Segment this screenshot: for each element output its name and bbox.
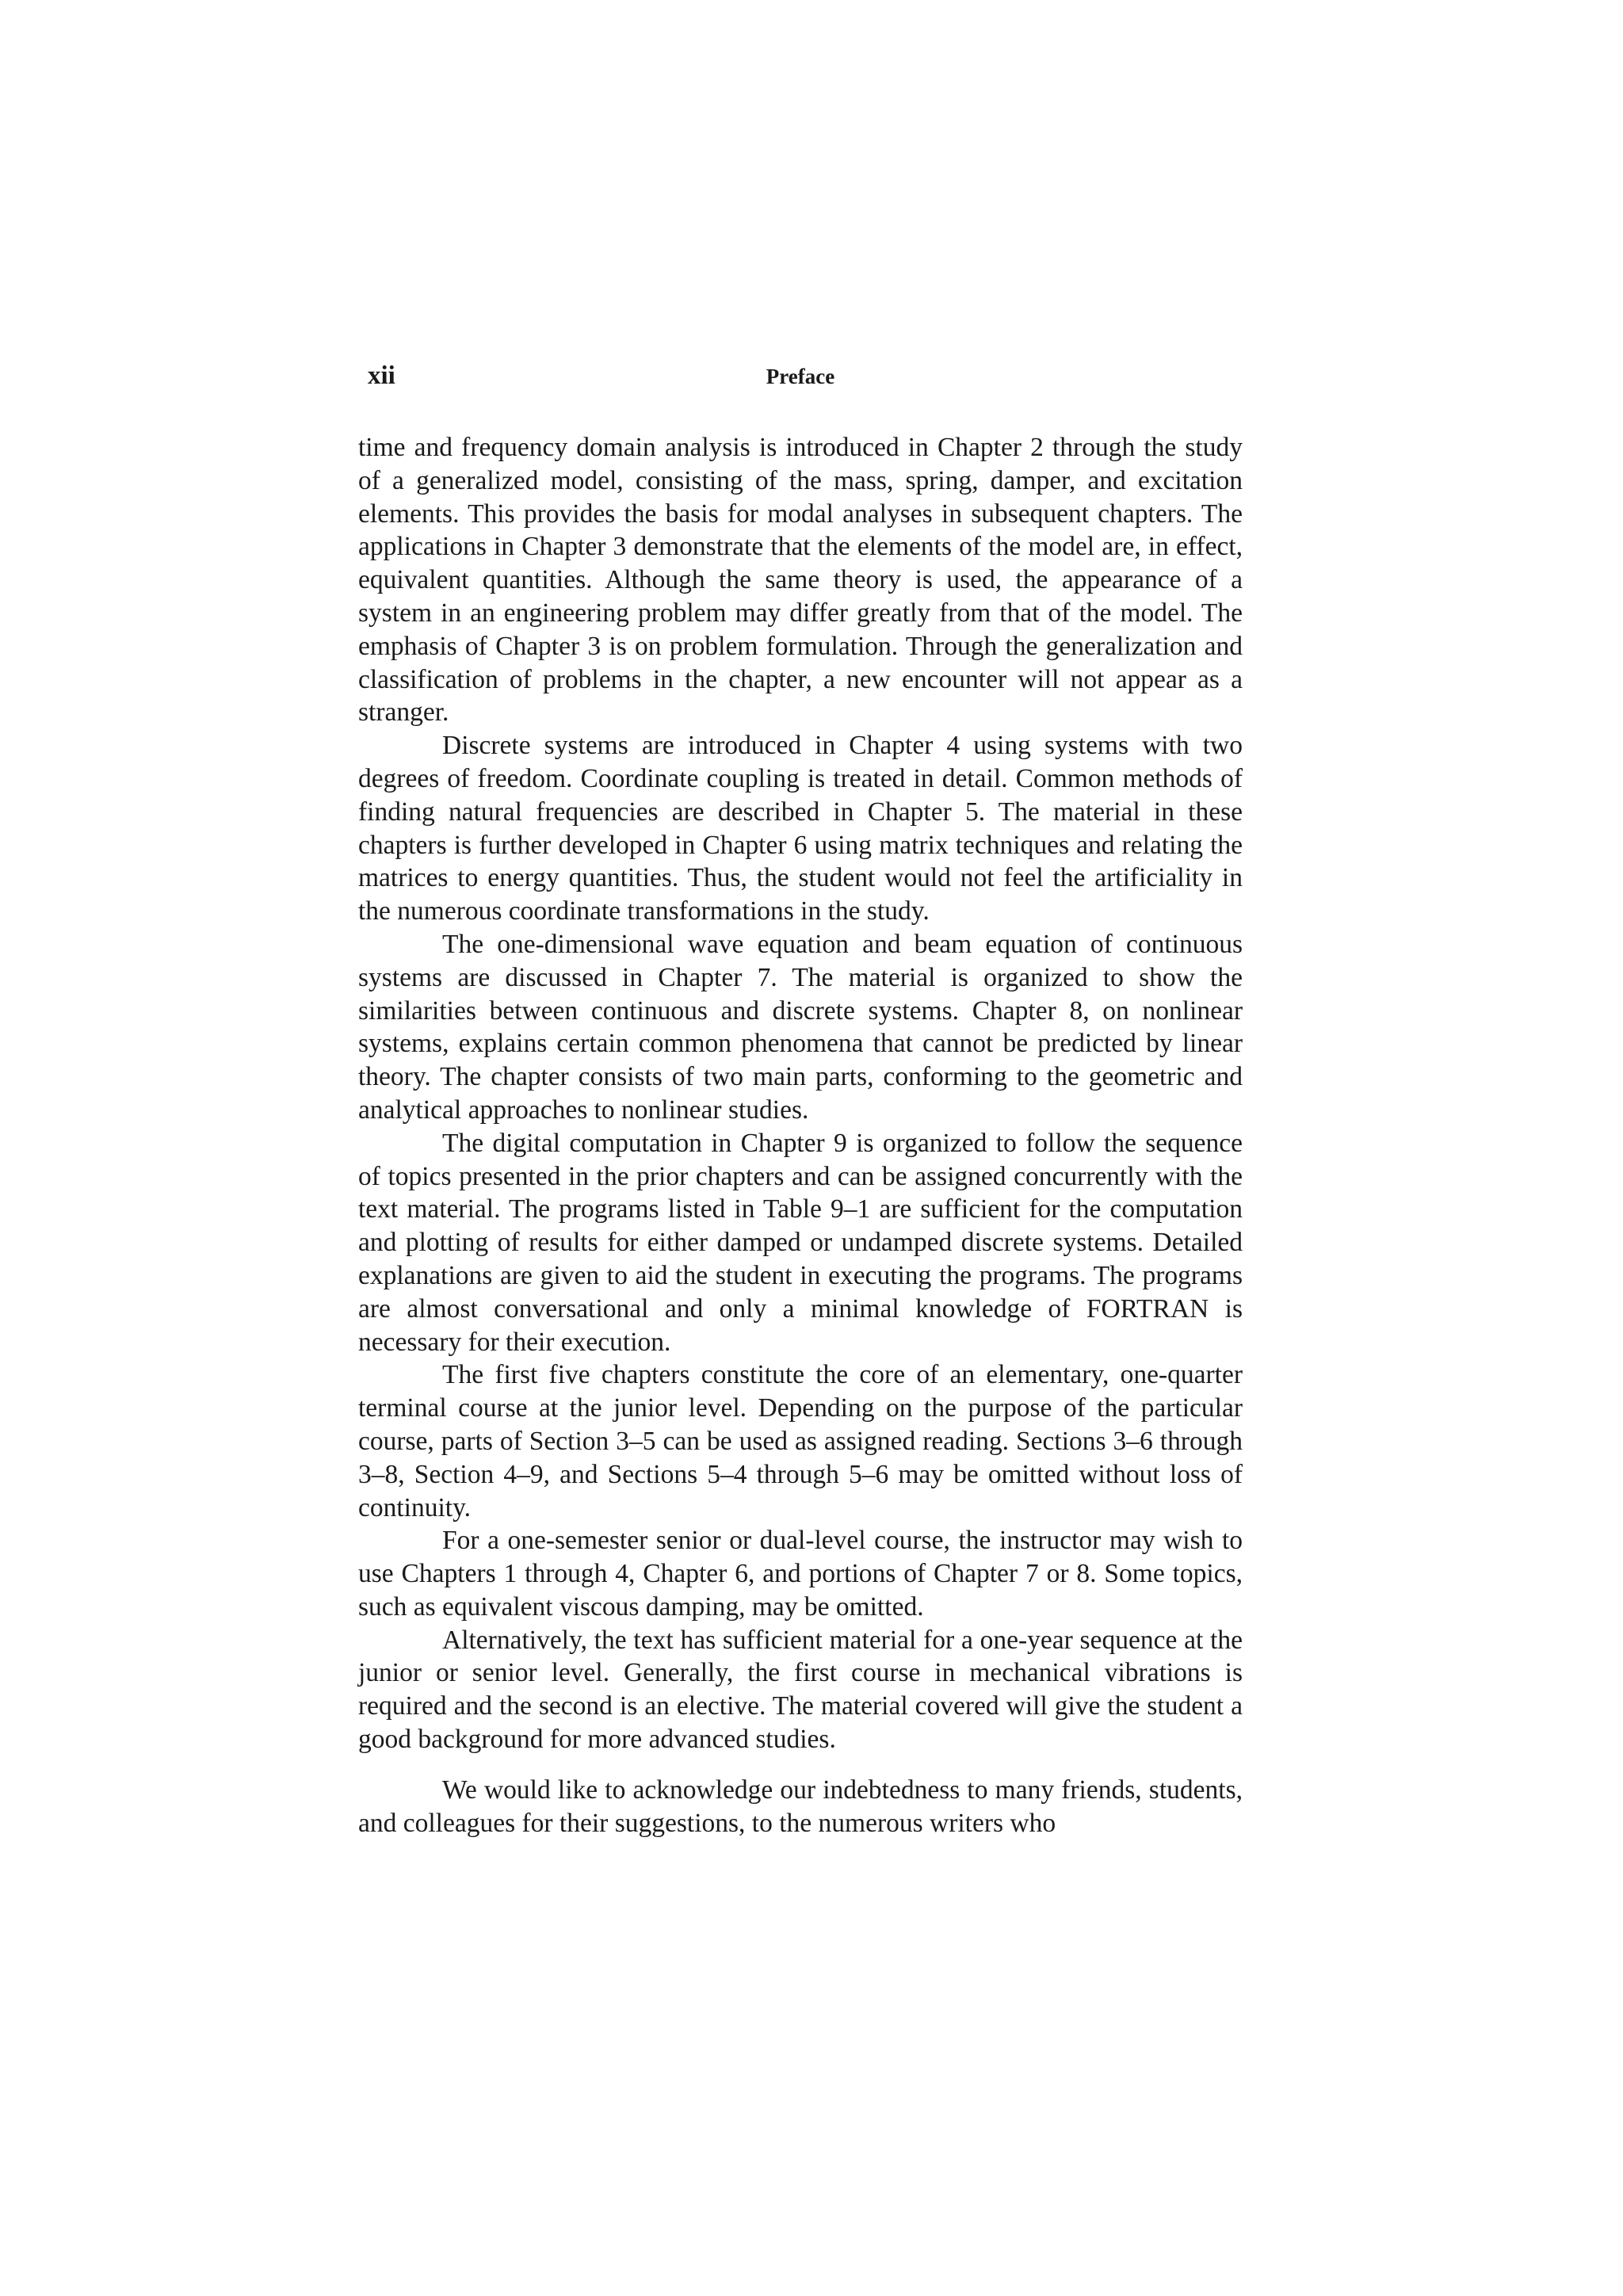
paragraph: time and frequency domain analysis is introduced in Chapter 2 through the study of a generalized model, consisting of the mass, spring, damper, and excitation elements. This provides the basis for modal analyses in subsequent chapters. The applications in Chapter 3 demonstrate that the elements of the model are, in effect, equivalent quantities. Although the same theory is used, the appearance of a system in an engineering problem may differ greatly from that of the model. The emphasis of Chapter 3 is on problem formulation. Through the generalization and classification of problems in the chapter, a new encounter will not appear as a stranger. (358, 433, 1243, 728)
paragraph: The first five chapters constitute the core of an elementary, one-quarter terminal course at the junior level. Depending on the purpose of the particular course, parts of Section 3–5 can be used as assigned reading. Sections 3–6 through 3–8, Section 4–9, and Sections 5–4 through 5–6 may be omitted without loss of continuity. (358, 1360, 1243, 1522)
paragraph-acknowledgments: We would like to acknowledge our indebtedness to many friends, students, and colleagues for their suggestions, to the numerous writers who (358, 1775, 1243, 1838)
paragraph: For a one-semester senior or dual-level course, the instructor may wish to use Chapters 1 through 4, Chapter 6, and portions of Chapter 7 or 8. Some topics, such as equivalent viscous damping, may be omitted. (358, 1526, 1243, 1622)
paragraph: The digital computation in Chapter 9 is organized to follow the sequence of topics presented in the prior chapters and can be assigned concurrently with the text material. The programs listed in Table 9–1 are sufficient for the computation and plotting of results for either damped or undamped discrete systems. Detailed explanations are given to aid the student in executing the programs. The programs are almost conversational and only a minimal knowledge of FORTRAN is necessary for their execution. (358, 1128, 1243, 1357)
preface-body (358, 431, 1243, 1839)
running-head (358, 358, 1243, 406)
page-number: xii (368, 361, 395, 390)
paragraph: The one-dimensional wave equation and beam equation of continuous systems are discussed in Chapter 7. The material is organized to show the similarities between continuous and discrete systems. Chapter 8, on nonlinear systems, explains certain common phenomena that cannot be predicted by linear theory. The chapter consists of two main parts, conforming to the geometric and analytical approaches to nonlinear studies. (358, 929, 1243, 1125)
paragraph: Discrete systems are introduced in Chapter 4 using systems with two degrees of freedom. Coordinate coupling is treated in detail. Common methods of finding natural frequencies are described in Chapter 5. The material in these chapters is further developed in Chapter 6 using matrix techniques and relating the matrices to energy quantities. Thus, the student would not feel the artificiality in the numerous coordinate transformations in the study. (358, 731, 1243, 926)
running-head-title: Preface (766, 365, 835, 388)
book-page (358, 358, 1243, 1839)
paragraph: Alternatively, the text has sufficient material for a one-year sequence at the junior or senior level. Generally, the first course in mechanical vibrations is required and the second is an elective. The material covered will give the student a good background for more advanced studies. (358, 1625, 1243, 1755)
